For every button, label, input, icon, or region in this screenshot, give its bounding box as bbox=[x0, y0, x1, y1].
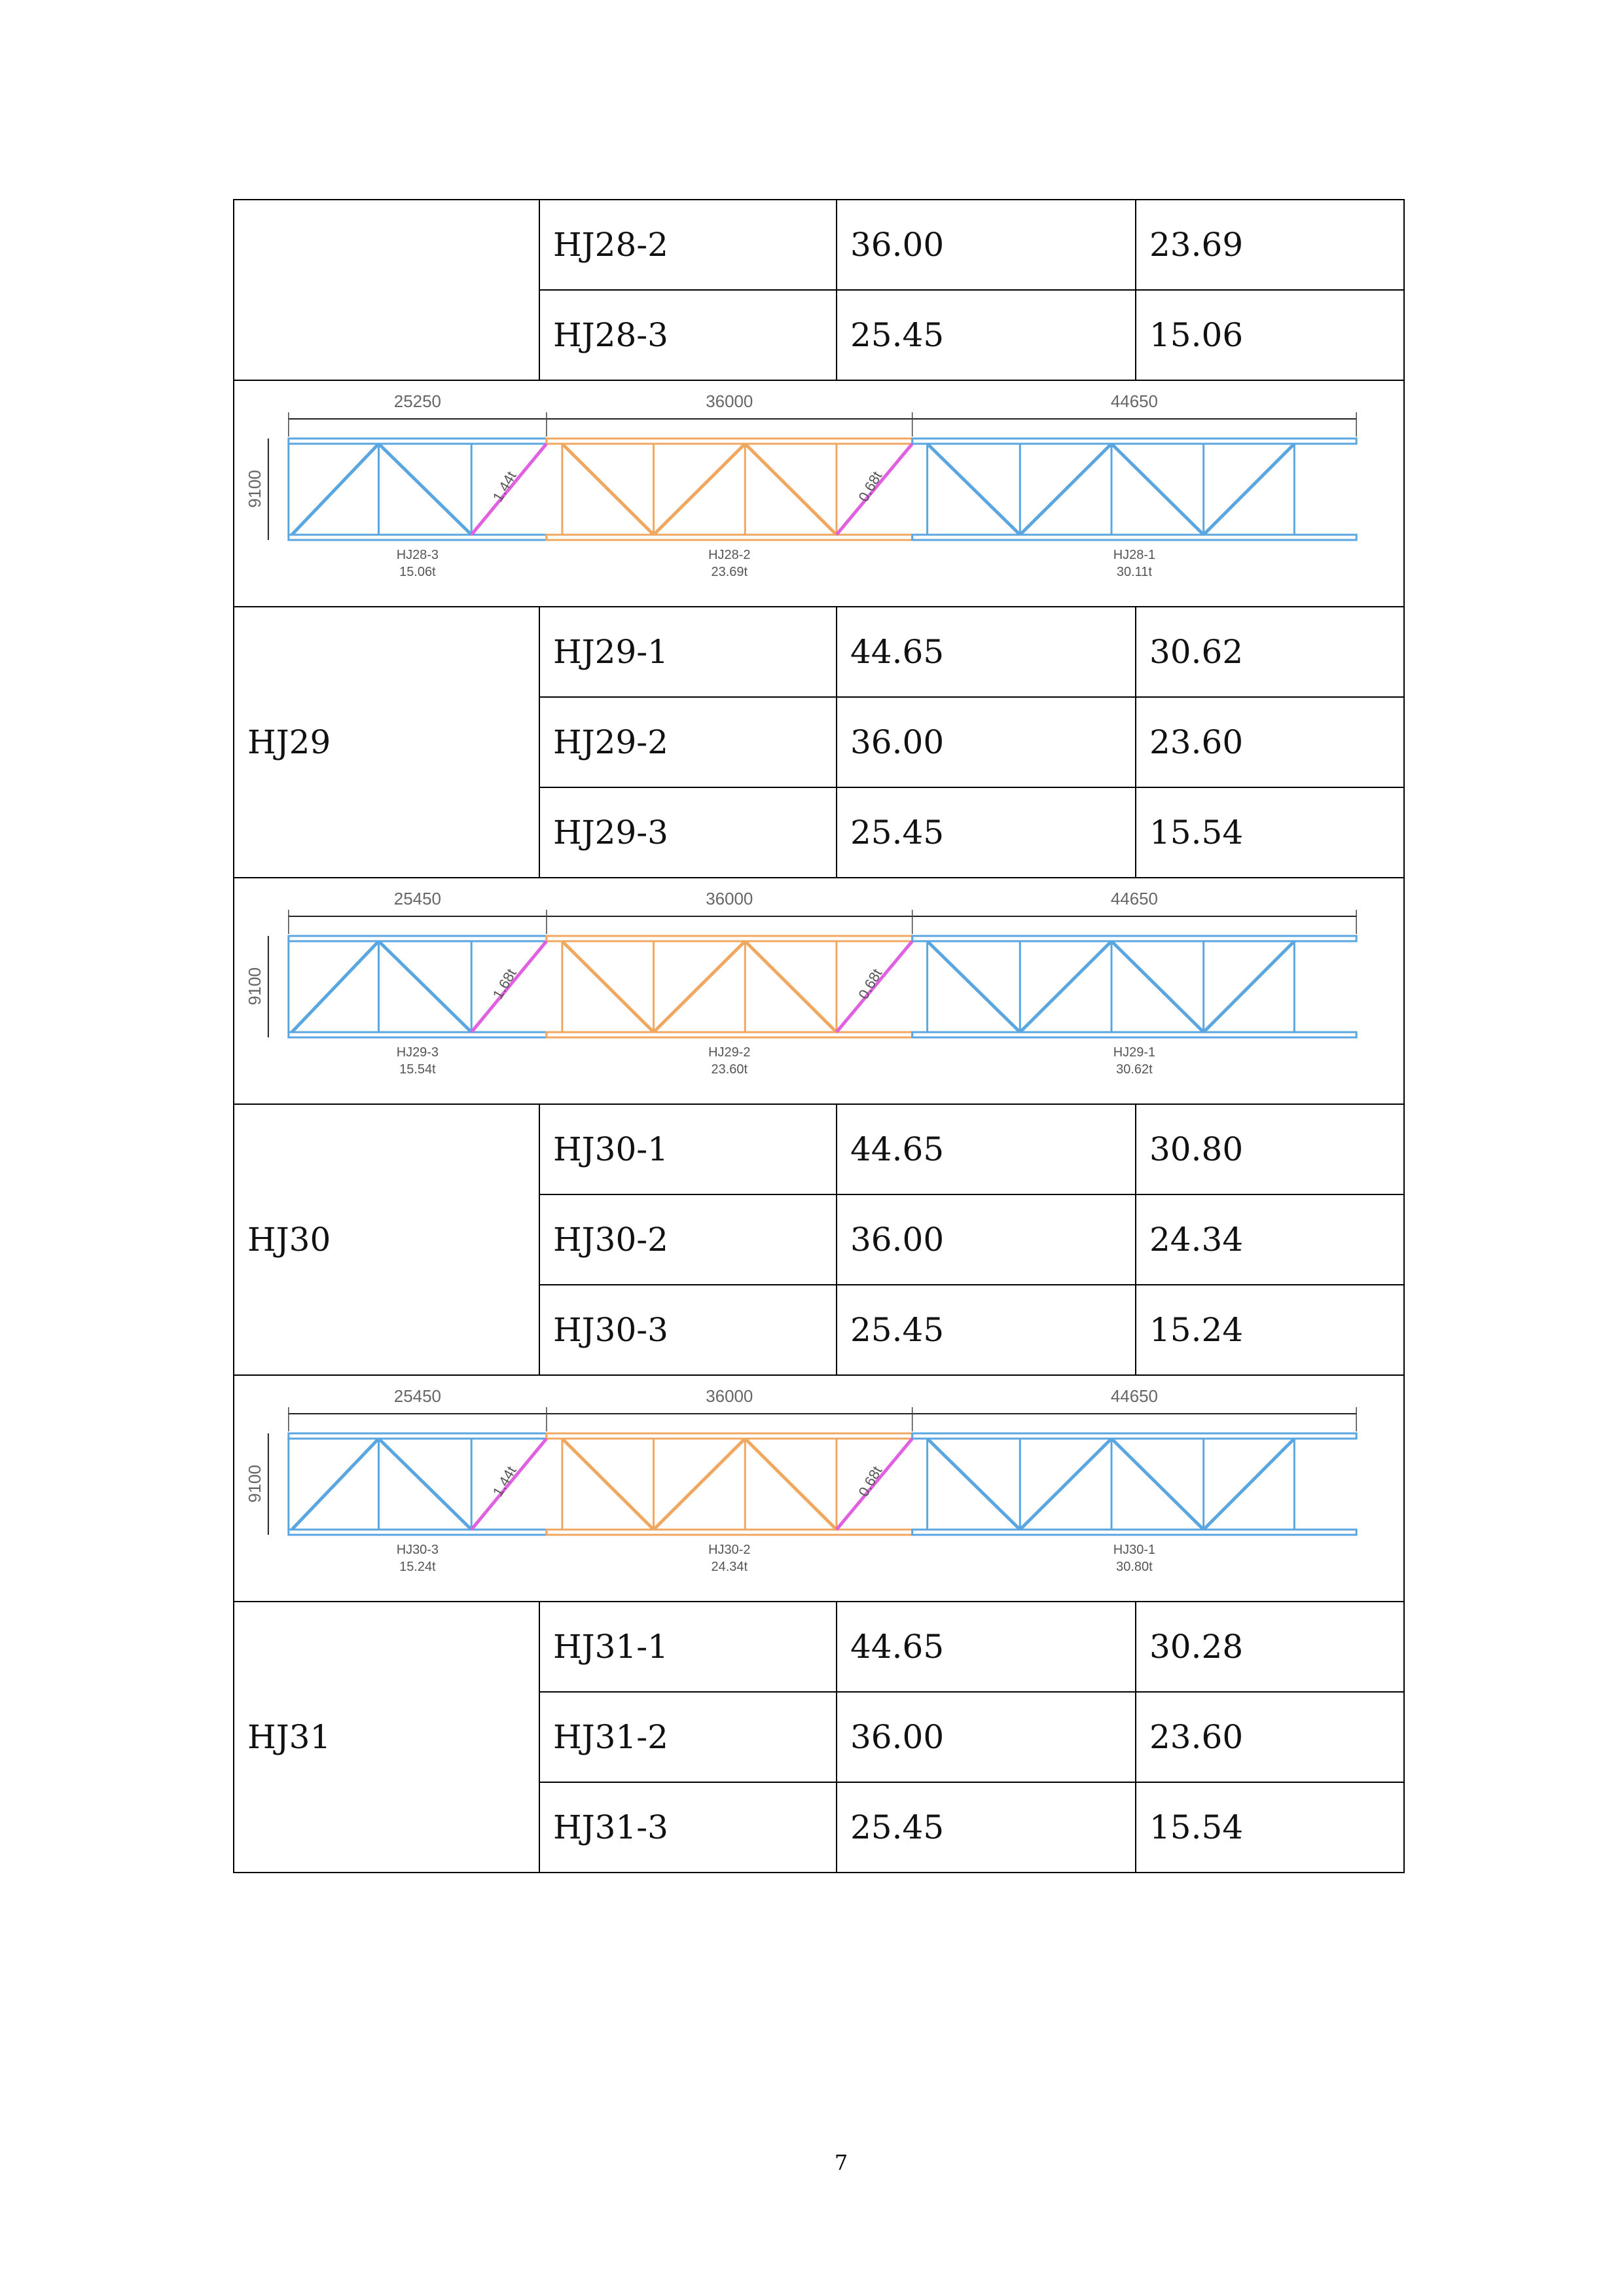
link-weight-label: 0.68t bbox=[855, 1463, 886, 1499]
cell-length: 36.00 bbox=[837, 697, 1136, 787]
cell-weight: 30.62 bbox=[1136, 607, 1404, 697]
segment-label: HJ28-2 bbox=[708, 547, 751, 563]
top-chord bbox=[547, 1433, 912, 1439]
cell-length: 44.65 bbox=[837, 1602, 1136, 1692]
page-number: 7 bbox=[834, 2150, 848, 2175]
segment-label: HJ30-1 bbox=[1113, 1542, 1156, 1558]
cell-id: HJ29-1 bbox=[539, 607, 837, 697]
cell-length: 36.00 bbox=[837, 1194, 1136, 1285]
cell-weight: 15.54 bbox=[1136, 1782, 1404, 1873]
segment-label: HJ30-3 bbox=[396, 1542, 439, 1558]
cell-weight: 23.69 bbox=[1136, 200, 1404, 290]
truss-diagram bbox=[234, 380, 1404, 607]
span-dimension: 44650 bbox=[1110, 391, 1158, 412]
segment-label: HJ29-2 bbox=[708, 1045, 751, 1060]
segment-label: HJ29-1 bbox=[1113, 1045, 1156, 1060]
cell-weight: 30.28 bbox=[1136, 1602, 1404, 1692]
top-chord bbox=[547, 439, 912, 444]
link-weight-label: 0.68t bbox=[855, 965, 886, 1002]
segment-weight: 24.34t bbox=[711, 1559, 748, 1575]
cell-id: HJ31-1 bbox=[539, 1602, 837, 1692]
bottom-chord bbox=[547, 1530, 912, 1535]
segment-label: HJ28-3 bbox=[396, 547, 439, 563]
span-dimension: 25250 bbox=[393, 391, 441, 412]
diagonal-member bbox=[745, 941, 837, 1032]
segment-label: HJ30-2 bbox=[708, 1542, 751, 1558]
link-weight-label: 0.68t bbox=[855, 468, 886, 505]
diagonal-member bbox=[1204, 1439, 1295, 1530]
span-dimension: 25450 bbox=[393, 1386, 441, 1407]
diagonal-member bbox=[292, 1439, 379, 1530]
diagonal-member bbox=[562, 1439, 654, 1530]
segment-weight: 30.80t bbox=[1116, 1559, 1153, 1575]
cell-id: HJ29-3 bbox=[539, 787, 837, 878]
top-chord bbox=[289, 439, 547, 444]
bottom-chord bbox=[289, 1530, 547, 1535]
cell-weight: 15.24 bbox=[1136, 1285, 1404, 1375]
top-chord bbox=[289, 936, 547, 941]
truss-svg bbox=[234, 1376, 1403, 1601]
truss-diagram bbox=[234, 1375, 1404, 1602]
cell-id: HJ30-2 bbox=[539, 1194, 837, 1285]
group-name: HJ29 bbox=[234, 607, 539, 878]
cell-length: 44.65 bbox=[837, 607, 1136, 697]
bottom-chord bbox=[912, 1032, 1356, 1037]
top-chord bbox=[289, 1433, 547, 1439]
top-chord bbox=[547, 936, 912, 941]
segment-weight: 30.11t bbox=[1116, 564, 1152, 580]
height-dimension: 9100 bbox=[244, 967, 264, 1005]
cell-length: 25.45 bbox=[837, 1782, 1136, 1873]
diagonal-member bbox=[928, 444, 1020, 535]
bottom-chord bbox=[912, 535, 1356, 540]
bottom-chord bbox=[289, 1032, 547, 1037]
cell-length: 36.00 bbox=[837, 200, 1136, 290]
cell-id: HJ31-2 bbox=[539, 1692, 837, 1782]
top-chord bbox=[912, 439, 1356, 444]
table-row bbox=[234, 1602, 1404, 1692]
segment-label: HJ28-1 bbox=[1113, 547, 1156, 563]
truss-diagram bbox=[234, 878, 1404, 1104]
cell-weight: 15.06 bbox=[1136, 290, 1404, 380]
table-row bbox=[234, 200, 1404, 290]
span-dimension: 44650 bbox=[1110, 888, 1158, 909]
top-chord bbox=[912, 936, 1356, 941]
diagonal-member bbox=[1111, 941, 1204, 1032]
diagonal-member bbox=[562, 444, 654, 535]
diagonal-member bbox=[379, 1439, 472, 1530]
group-name: HJ31 bbox=[234, 1602, 539, 1873]
cell-id: HJ28-3 bbox=[539, 290, 837, 380]
diagonal-member bbox=[379, 444, 472, 535]
group-name: HJ30 bbox=[234, 1104, 539, 1375]
diagonal-member bbox=[1020, 444, 1111, 535]
diagonal-member bbox=[654, 941, 746, 1032]
diagonal-member bbox=[379, 941, 472, 1032]
diagonal-member bbox=[928, 941, 1020, 1032]
truss-svg bbox=[234, 381, 1403, 606]
cell-id: HJ28-2 bbox=[539, 200, 837, 290]
span-dimension: 44650 bbox=[1110, 1386, 1158, 1407]
cell-weight: 24.34 bbox=[1136, 1194, 1404, 1285]
group-name bbox=[234, 200, 539, 380]
table-row bbox=[234, 1104, 1404, 1194]
span-dimension: 36000 bbox=[706, 888, 753, 909]
diagonal-member bbox=[1111, 1439, 1204, 1530]
segment-weight: 23.69t bbox=[711, 564, 748, 580]
diagonal-member bbox=[292, 444, 379, 535]
diagonal-member bbox=[928, 1439, 1020, 1530]
segment-label: HJ29-3 bbox=[396, 1045, 439, 1060]
truss-table bbox=[233, 199, 1405, 1873]
cell-length: 25.45 bbox=[837, 290, 1136, 380]
cell-length: 25.45 bbox=[837, 787, 1136, 878]
cell-weight: 23.60 bbox=[1136, 1692, 1404, 1782]
diagonal-member bbox=[654, 1439, 746, 1530]
diagonal-member bbox=[1204, 444, 1295, 535]
diagonal-member bbox=[1111, 444, 1204, 535]
span-dimension: 36000 bbox=[706, 391, 753, 412]
segment-weight: 15.54t bbox=[399, 1062, 436, 1077]
truss-svg bbox=[234, 878, 1403, 1103]
link-weight-label: 1.44t bbox=[489, 1463, 520, 1499]
diagonal-member bbox=[1020, 1439, 1111, 1530]
segment-weight: 15.24t bbox=[399, 1559, 436, 1575]
diagonal-member bbox=[1020, 941, 1111, 1032]
link-weight-label: 1.44t bbox=[489, 468, 520, 505]
top-chord bbox=[912, 1433, 1356, 1439]
cell-weight: 30.80 bbox=[1136, 1104, 1404, 1194]
diagonal-member bbox=[745, 444, 837, 535]
bottom-chord bbox=[547, 1032, 912, 1037]
table-row bbox=[234, 607, 1404, 697]
segment-weight: 23.60t bbox=[711, 1062, 748, 1077]
span-dimension: 25450 bbox=[393, 888, 441, 909]
cell-weight: 23.60 bbox=[1136, 697, 1404, 787]
cell-weight: 15.54 bbox=[1136, 787, 1404, 878]
segment-weight: 30.62t bbox=[1116, 1062, 1153, 1077]
diagonal-member bbox=[292, 941, 379, 1032]
bottom-chord bbox=[547, 535, 912, 540]
diagonal-member bbox=[562, 941, 654, 1032]
diagonal-member bbox=[745, 1439, 837, 1530]
cell-id: HJ29-2 bbox=[539, 697, 837, 787]
diagonal-member bbox=[654, 444, 746, 535]
bottom-chord bbox=[912, 1530, 1356, 1535]
segment-weight: 15.06t bbox=[399, 564, 436, 580]
bottom-chord bbox=[289, 535, 547, 540]
cell-length: 44.65 bbox=[837, 1104, 1136, 1194]
height-dimension: 9100 bbox=[244, 470, 264, 508]
cell-id: HJ30-3 bbox=[539, 1285, 837, 1375]
span-dimension: 36000 bbox=[706, 1386, 753, 1407]
link-weight-label: 1.68t bbox=[489, 965, 520, 1002]
cell-length: 25.45 bbox=[837, 1285, 1136, 1375]
height-dimension: 9100 bbox=[244, 1465, 264, 1503]
cell-id: HJ31-3 bbox=[539, 1782, 837, 1873]
cell-id: HJ30-1 bbox=[539, 1104, 837, 1194]
cell-length: 36.00 bbox=[837, 1692, 1136, 1782]
diagonal-member bbox=[1204, 941, 1295, 1032]
